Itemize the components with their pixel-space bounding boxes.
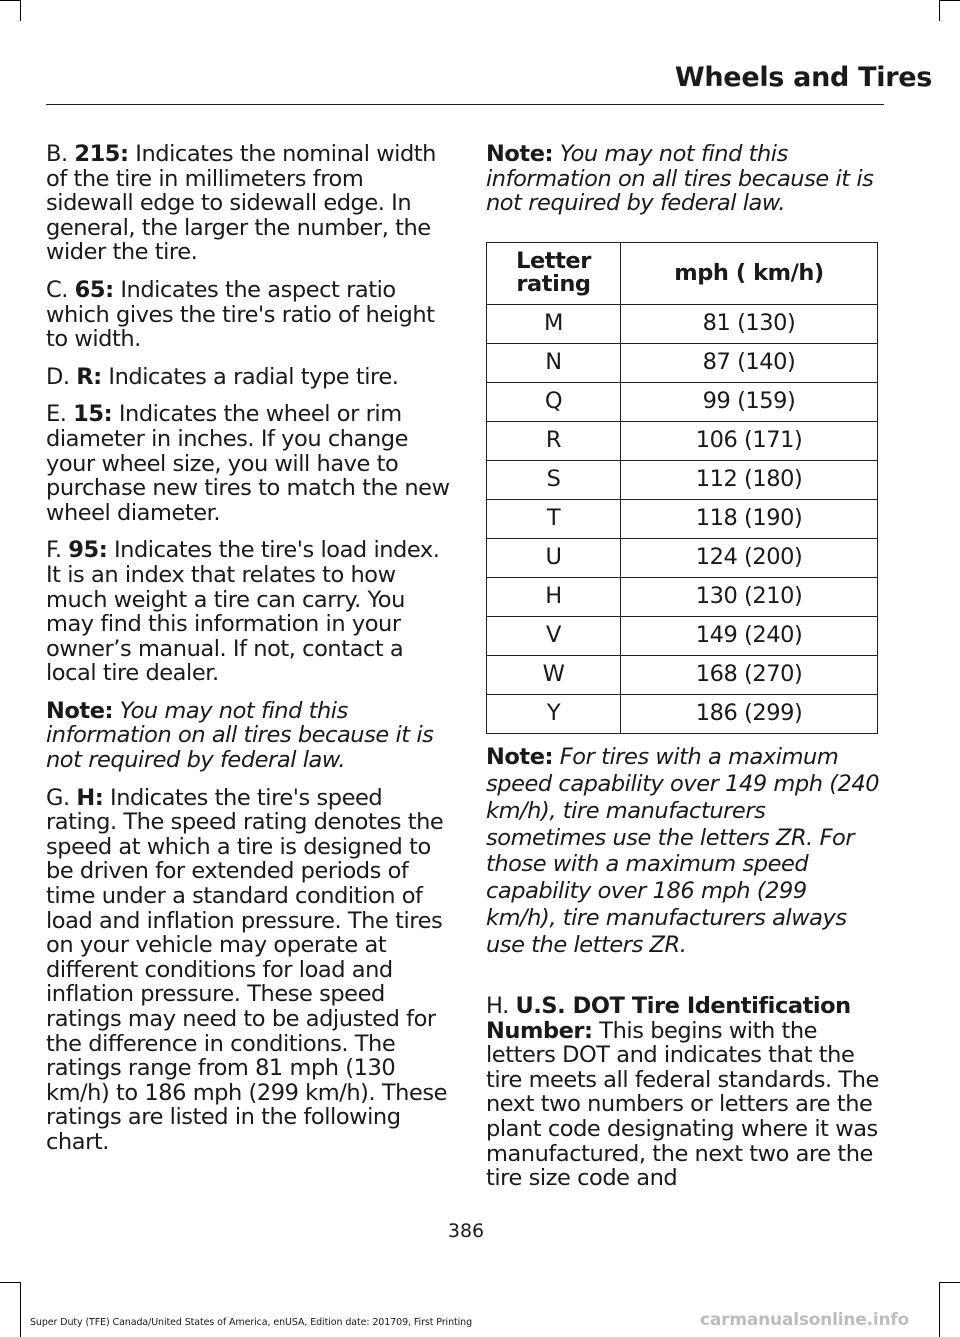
spacer: [486, 972, 881, 994]
table-row: [487, 694, 878, 733]
crop-mark: [20, 0, 21, 21]
table-row: [487, 538, 878, 577]
letter-cell: N: [487, 343, 621, 382]
table-row: [487, 499, 878, 538]
speed-cell: 168 (270): [621, 655, 878, 694]
table-row: [487, 343, 878, 382]
letter-cell: V: [487, 616, 621, 655]
letter-cell: U: [487, 538, 621, 577]
speed-cell: 149 (240): [621, 616, 878, 655]
definition-95: F. 95: Indicates the tire's load index. It is an index that relates to how much weight a tire can carry. You may find this information in your owner’s manual. If not, contact a local tire dealer.: [46, 537, 440, 687]
letter-cell: S: [487, 460, 621, 499]
right-column: [486, 142, 881, 1204]
crop-mark: [939, 1282, 960, 1283]
page-title: Wheels and Tires: [674, 62, 932, 93]
definition-15: E. 15: Indicates the wheel or rim diameter in inches. If you change your wheel size, you will have to purchase new tires to match the new wheel diameter.: [46, 401, 450, 526]
header-divider: [46, 104, 884, 105]
letter-cell: H: [487, 577, 621, 616]
column-header-letter-rating: Letter rating: [487, 242, 621, 304]
speed-cell: 99 (159): [621, 382, 878, 421]
table-row: [487, 382, 878, 421]
column-header-speed: mph ( km/h): [621, 242, 878, 304]
letter-cell: Q: [487, 382, 621, 421]
definition-dot-number: H. U.S. DOT Tire Identification Number: This begins with the letters DOT and indicates that the tire meets all federal standards. The next two numbers or letters are the plant code designating where it was manufactured, the next two are the tire size code and: [486, 993, 879, 1192]
definition-215: B. 215: Indicates the nominal width of the tire in millimeters from sidewall edge to sidewall edge. In general, the larger the number, the wider the tire.: [46, 141, 436, 266]
table-row: [487, 577, 878, 616]
definition-h: G. H: Indicates the tire's speed rating. The speed rating denotes the speed at which a tire is designed to be driven for extended periods of time under a standard condition of load and inflation pressure. The tires on your vehicle may operate at different conditions for load and inflation pressure. These speed ratings may need to be adjusted for the difference in conditions. The ratings range from 81 mph (130 km/h) to 186 mph (299 km/h). These ratings are listed in the following chart.: [46, 784, 448, 1155]
table-row: [487, 304, 878, 343]
letter-cell: W: [487, 655, 621, 694]
table-row: [487, 616, 878, 655]
speed-cell: 87 (140): [621, 343, 878, 382]
speed-cell: 130 (210): [621, 577, 878, 616]
letter-cell: M: [487, 304, 621, 343]
definition-r: D. R: Indicates a radial type tire.: [46, 363, 399, 390]
crop-mark: [20, 1282, 21, 1337]
edition-footer: Super Duty (TFE) Canada/United States of America, enUSA, Edition date: 201709, First Printing: [30, 1317, 473, 1328]
note-zr-letters: Note: For tires with a maximum speed capability over 149 mph (240 km/h), tire manufacturers sometimes use the letters ZR. For those with a maximum speed capability over 186 mph (299 km/h), tire manufacturers always use the letters ZR.: [486, 743, 880, 959]
crop-mark: [939, 1282, 940, 1337]
speed-cell: 186 (299): [621, 694, 878, 733]
table-header-row: [487, 242, 878, 304]
speed-cell: 112 (180): [621, 460, 878, 499]
speed-rating-table: [486, 242, 878, 734]
watermark: carmanualsonline.info: [700, 1310, 910, 1330]
crop-mark: [939, 0, 940, 21]
speed-cell: 106 (171): [621, 421, 878, 460]
note-federal-law-right: Note: You may not find this information on all tires because it is not required by federal law.: [486, 141, 874, 217]
page-number: 386: [447, 1220, 485, 1242]
letter-cell: Y: [487, 694, 621, 733]
speed-cell: 124 (200): [621, 538, 878, 577]
crop-mark: [939, 0, 960, 1]
crop-mark: [0, 1282, 21, 1283]
speed-cell: 81 (130): [621, 304, 878, 343]
crop-mark: [0, 0, 21, 1]
note-federal-law: Note: You may not find this information on all tires because it is not required by federal law.: [46, 697, 434, 774]
speed-cell: 118 (190): [621, 499, 878, 538]
table-row: [487, 655, 878, 694]
left-column: [46, 142, 451, 1168]
table-row: [487, 421, 878, 460]
definition-65: C. 65: Indicates the aspect ratio which gives the tire's ratio of height to width.: [46, 276, 435, 353]
table-row: [487, 460, 878, 499]
letter-cell: T: [487, 499, 621, 538]
letter-cell: R: [487, 421, 621, 460]
